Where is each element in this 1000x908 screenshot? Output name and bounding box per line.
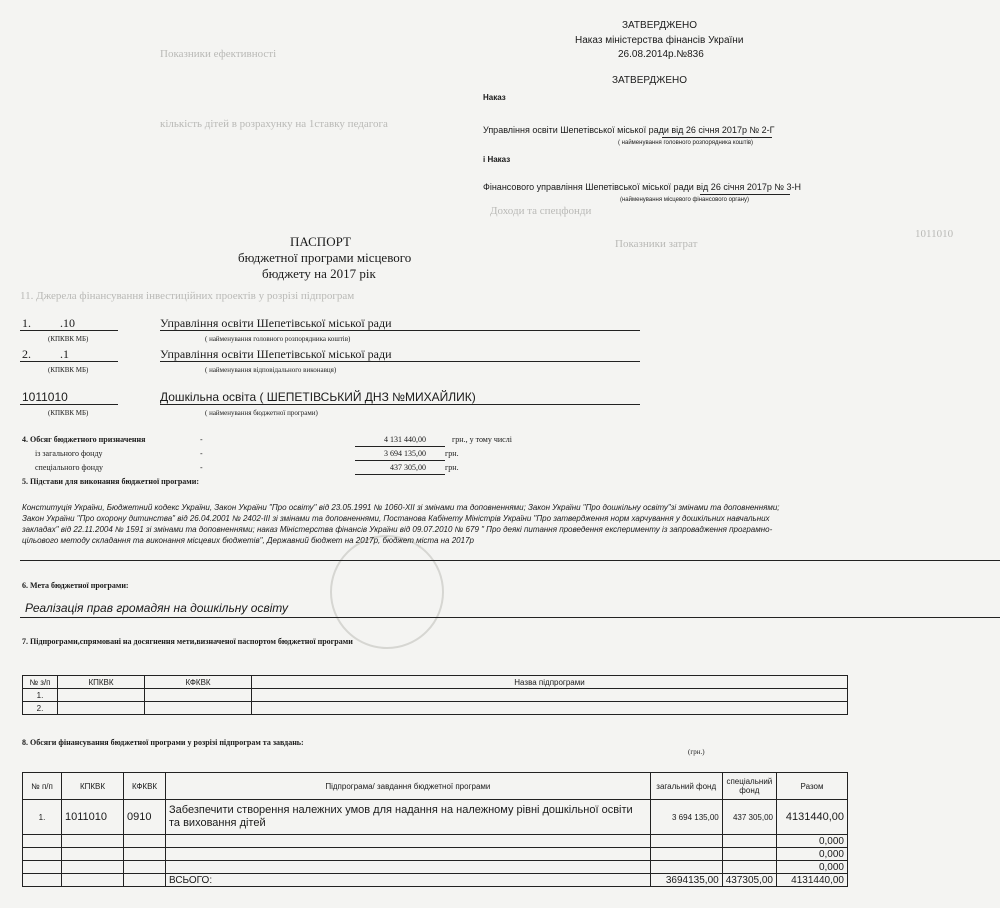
cell bbox=[23, 835, 62, 848]
cell: 0,000 bbox=[777, 835, 848, 848]
budget-total-value: 4 131 440,00 bbox=[384, 435, 426, 444]
code-row-3-name: Дошкільна освіта ( ШЕПЕТІВСЬКИЙ ДНЗ №МИХАЙЛИК) bbox=[160, 390, 476, 404]
cell bbox=[62, 835, 124, 848]
financing-heading: 8. Обсяги фінансування бюджетної програми у розрізі підпрограм та завдань: bbox=[22, 738, 304, 747]
cell bbox=[145, 689, 252, 702]
code-row-2-code: .1 bbox=[60, 347, 69, 361]
code-row-1-code: .10 bbox=[60, 316, 75, 330]
code-row-2-code-caption: (КПКВК МБ) bbox=[48, 366, 89, 374]
cell bbox=[650, 861, 722, 874]
order-label: Наказ bbox=[483, 93, 506, 102]
code-row-1-name-caption: ( найменування головного розпорядника коштів) bbox=[205, 335, 351, 343]
basis-line: цільового методу складання та виконання місцевих бюджетів", Державний бюджет на 2017р, бюджет міста на 2017р bbox=[22, 536, 474, 545]
cell bbox=[722, 861, 776, 874]
cell: 1. bbox=[23, 800, 62, 835]
passport-subtitle-1: бюджетної програми місцевого bbox=[238, 250, 412, 265]
col-header: КФКВК bbox=[145, 676, 252, 689]
cell bbox=[166, 835, 651, 848]
col-header: КФКВК bbox=[124, 773, 166, 800]
cell bbox=[252, 702, 848, 715]
bleed-through-text: Показники затрат bbox=[615, 238, 698, 250]
code-row-2-name: Управління освіти Шепетівської міської ради bbox=[160, 347, 392, 361]
top-approved: ЗАТВЕРДЖЕНО bbox=[622, 20, 698, 31]
passport-subtitle-2: бюджету на 2017 рік bbox=[262, 266, 376, 281]
code-row-3-name-caption: ( найменування бюджетної програми) bbox=[205, 409, 318, 417]
goal-text: Реалізація прав громадян на дошкільну освіту bbox=[25, 601, 289, 615]
col-header: № п/п bbox=[23, 773, 62, 800]
code-row-2-num: 2. bbox=[22, 347, 31, 361]
table-row bbox=[23, 835, 848, 848]
col-header: загальний фонд bbox=[650, 773, 722, 800]
budget-special-value: 437 305,00 bbox=[390, 463, 426, 472]
cell bbox=[124, 835, 166, 848]
total-sum: 4131440,00 bbox=[777, 874, 848, 887]
subprograms-table bbox=[22, 675, 848, 715]
code-row-1-num: 1. bbox=[22, 316, 31, 330]
approved-label: ЗАТВЕРДЖЕНО bbox=[612, 75, 688, 86]
table-total-row bbox=[23, 874, 848, 887]
budget-special-suffix: грн. bbox=[445, 463, 459, 472]
code-row-1-name: Управління освіти Шепетівської міської ради bbox=[160, 316, 392, 330]
cell bbox=[62, 848, 124, 861]
col-header: спеціальний фонд bbox=[722, 773, 776, 800]
table-row bbox=[23, 848, 848, 861]
order2-text: Фінансового управління Шепетівської міської ради від 26 січня 2017р № 3-Н bbox=[483, 182, 802, 192]
cell bbox=[722, 835, 776, 848]
order2-caption: (найменування місцевого фінансового органу) bbox=[620, 197, 749, 203]
cell bbox=[62, 861, 124, 874]
cell bbox=[23, 861, 62, 874]
cell: 437 305,00 bbox=[722, 800, 776, 835]
budget-dash: - bbox=[200, 435, 203, 444]
bleed-through-text: Показники ефективності bbox=[160, 48, 277, 60]
table-row bbox=[23, 689, 848, 702]
total-general: 3694135,00 bbox=[650, 874, 722, 887]
code-row-3-code-caption: (КПКВК МБ) bbox=[48, 409, 89, 417]
cell bbox=[58, 702, 145, 715]
financing-unit: (грн.) bbox=[688, 748, 705, 756]
col-header: Разом bbox=[777, 773, 848, 800]
budget-general-suffix: грн. bbox=[445, 449, 459, 458]
bleed-through-text: 11. Джерела фінансування інвестиційних проектів у розрізі підпрограм bbox=[20, 290, 355, 302]
basis-line: Конституція України, Бюджетний кодекс України, Закон України "Про освіту" від 23.05.1991 № 1060-XII зі змінами та доповненнями; Закон України "Про дошкільну освіту"зі змінами та доповненнями; bbox=[22, 503, 780, 512]
cell bbox=[722, 848, 776, 861]
ministry-order: Наказ міністерства фінансів України bbox=[575, 35, 744, 46]
and-order-label: і Наказ bbox=[483, 155, 511, 164]
table-row bbox=[23, 702, 848, 715]
order1-text: Управління освіти Шепетівської міської ради від 26 січня 2017р № 2-Г bbox=[483, 125, 775, 135]
goal-heading: 6. Мета бюджетної програми: bbox=[22, 581, 129, 590]
basis-line: Закон України "Про охорону дитинства" від 26.04.2001 № 2402-III зі змінами та доповненнями, Постанова Кабінету Міністрів України "Про затвердження норм харчування у дошкільних навчальних bbox=[22, 514, 770, 523]
budget-general-label: із загального фонду bbox=[35, 449, 103, 458]
basis-heading: 5. Підстави для виконання бюджетної програми: bbox=[22, 477, 200, 486]
cell bbox=[124, 861, 166, 874]
subprograms-heading: 7. Підпрограми,спрямовані на досягнення мети,визначеної паспортом бюджетної програми bbox=[22, 637, 353, 646]
code-row-1-code-caption: (КПКВК МБ) bbox=[48, 335, 89, 343]
table-row bbox=[23, 800, 848, 835]
bleed-through-text: 1011010 bbox=[915, 228, 954, 240]
table-header-row bbox=[23, 676, 848, 689]
cell bbox=[650, 835, 722, 848]
col-header: № з/п bbox=[23, 676, 58, 689]
budget-general-value: 3 694 135,00 bbox=[384, 449, 426, 458]
cell: 2. bbox=[23, 702, 58, 715]
code-row-3-code: 1011010 bbox=[22, 390, 68, 404]
ministry-date: 26.08.2014р.№836 bbox=[618, 49, 704, 60]
cell: 3 694 135,00 bbox=[650, 800, 722, 835]
cell bbox=[166, 848, 651, 861]
bleed-through-text: Доходи та спецфонди bbox=[490, 205, 592, 217]
cell bbox=[166, 861, 651, 874]
code-row-2-name-caption: ( найменування відповідального виконавця) bbox=[205, 366, 337, 374]
basis-line: закладах" від 22.11.2004 № 1591 зі змінами та доповненнями; наказ Міністерства фінансів України від 09.07.2010 № 679 " Про деякі питання проведення експерименту із запровадження програмно- bbox=[22, 525, 773, 534]
table-header-row bbox=[23, 773, 848, 800]
col-header: Підпрограма/ завдання бюджетної програми bbox=[166, 773, 651, 800]
cell: 0910 bbox=[124, 800, 166, 835]
cell: 1011010 bbox=[62, 800, 124, 835]
passport-title: ПАСПОРТ bbox=[290, 234, 351, 249]
cell bbox=[23, 874, 62, 887]
cell bbox=[252, 689, 848, 702]
cell bbox=[650, 848, 722, 861]
cell bbox=[62, 874, 124, 887]
cell: 0,000 bbox=[777, 848, 848, 861]
faint-stamp bbox=[330, 535, 444, 649]
cell: 1. bbox=[23, 689, 58, 702]
bleed-through-text: кількість дітей в розрахунку на 1ставку педагога bbox=[160, 118, 388, 130]
col-header: Назва підпрограми bbox=[252, 676, 848, 689]
cell bbox=[23, 848, 62, 861]
total-special: 437305,00 bbox=[722, 874, 776, 887]
total-label: ВСЬОГО: bbox=[166, 874, 651, 887]
cell bbox=[145, 702, 252, 715]
budget-total-suffix: грн., у тому числі bbox=[452, 435, 512, 444]
budget-dash: - bbox=[200, 463, 203, 472]
budget-special-label: спеціального фонду bbox=[35, 463, 104, 472]
budget-dash: - bbox=[200, 449, 203, 458]
cell bbox=[58, 689, 145, 702]
order1-caption: ( найменування головного розпорядника коштів) bbox=[618, 140, 754, 146]
budget-total-label: 4. Обсяг бюджетного призначення bbox=[22, 435, 146, 444]
cell: 0,000 bbox=[777, 861, 848, 874]
cell: Забезпечити створення належних умов для надання на належному рівні дошкільної освіти та виховання дітей bbox=[166, 800, 651, 835]
financing-table bbox=[22, 772, 848, 887]
col-header: КПКВК bbox=[62, 773, 124, 800]
cell bbox=[124, 848, 166, 861]
cell bbox=[124, 874, 166, 887]
table-row bbox=[23, 861, 848, 874]
col-header: КПКВК bbox=[58, 676, 145, 689]
cell: 4131440,00 bbox=[777, 800, 848, 835]
